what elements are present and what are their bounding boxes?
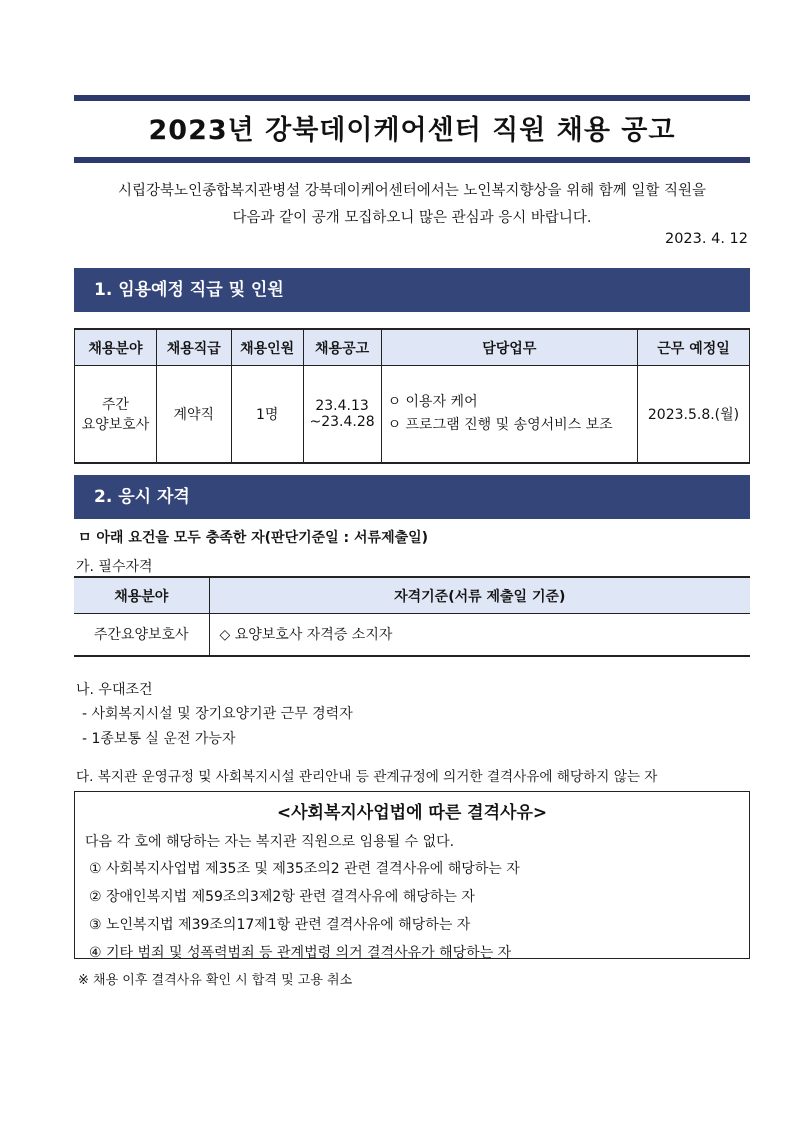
cell-field <box>75 366 157 463</box>
list-item: ① 사회복지사업법 제35조 및 제35조의2 관련 결격사유에 해당하는 자 <box>89 861 520 877</box>
list-item: ③ 노인복지법 제39조의17제1항 관련 결격사유에 해당하는 자 <box>89 917 471 933</box>
disqualification-box <box>74 791 750 959</box>
qual-cell-field: 주간요양보호사 <box>74 614 209 656</box>
header-notice: 채용공고 <box>303 329 381 366</box>
qualification-table-header <box>74 577 750 614</box>
header-grade: 채용직급 <box>156 329 231 366</box>
page-title: 2023년 강북데이케어센터 직원 채용 공고 <box>148 115 676 146</box>
position-table-header <box>75 329 750 366</box>
cell-count: 1명 <box>231 366 303 463</box>
header-duties: 담당업무 <box>381 329 637 366</box>
table-row <box>75 366 750 463</box>
table-row <box>74 614 750 656</box>
title-top-rule <box>74 95 750 101</box>
list-item: ② 장애인복지법 제59조의3제2항 관련 결격사유에 해당하는 자 <box>89 889 475 905</box>
required-label: 가. 필수자격 <box>76 559 153 575</box>
preferred-item-1: - 사회복지시설 및 장기요양기관 근무 경력자 <box>82 706 353 722</box>
duty-item-2: ㅇ 프로그램 진행 및 송영서비스 보조 <box>387 416 613 433</box>
preferred-label: 나. 우대조건 <box>76 682 153 698</box>
section-2-header: 2. 응시 자격 <box>74 475 750 519</box>
header-field: 채용분야 <box>75 329 157 366</box>
title-bottom-rule <box>74 157 750 163</box>
cell-notice <box>303 366 381 463</box>
position-table <box>74 328 750 464</box>
cell-grade: 계약직 <box>156 366 231 463</box>
qual-cell-criteria: ◇ 요양보호사 자격증 소지자 <box>209 614 750 656</box>
notice-line-2: ~23.4.28 <box>309 413 375 430</box>
preferred-item-2: - 1종보통 실 운전 가능자 <box>82 731 236 747</box>
field-line-1: 주간 <box>101 396 129 413</box>
cell-duties <box>381 366 637 463</box>
box-title: <사회복지사업법에 따른 결격사유> <box>276 803 548 823</box>
list-item: ④ 기타 범죄 및 성폭력범죄 등 관계법령 의거 결격사유가 해당하는 자 <box>89 945 512 961</box>
box-intro: 다음 각 호에 해당하는 자는 복지관 직원으로 임용될 수 없다. <box>85 834 455 850</box>
header-start-date: 근무 예정일 <box>638 329 750 366</box>
disqualification-list <box>75 855 749 967</box>
disqualification-label: 다. 복지관 운영규정 및 사회복지시설 관리안내 등 관계규정에 의거한 결격사유에 해당하지 않는 자 <box>76 769 658 785</box>
intro-line-1: 시립강북노인종합복지관병설 강북데이케어센터에서는 노인복지향상을 위해 함께 일할 직원을 <box>118 183 706 199</box>
cell-start-date: 2023.5.8.(월) <box>638 366 750 463</box>
posting-date: 2023. 4. 12 <box>664 231 748 247</box>
qualification-table <box>74 576 750 657</box>
notice-line-1: 23.4.13 <box>315 397 369 414</box>
duty-item-1: ㅇ 이용자 케어 <box>387 393 478 410</box>
intro-line-2: 다음과 같이 공개 모집하오니 많은 관심과 응시 바랍니다. <box>232 210 592 226</box>
criteria-note: ㅁ 아래 요건을 모두 충족한 자(판단기준일 : 서류제출일) <box>78 530 429 546</box>
footnote: ※ 채용 이후 결격사유 확인 시 합격 및 고용 취소 <box>78 973 353 988</box>
section-1-header: 1. 임용예정 직급 및 인원 <box>74 268 750 312</box>
qual-header-field: 채용분야 <box>74 577 209 614</box>
field-line-2: 요양보호사 <box>81 416 150 433</box>
header-count: 채용인원 <box>231 329 303 366</box>
intro-text <box>74 178 750 232</box>
qual-header-criteria: 자격기준(서류 제출일 기준) <box>209 577 750 614</box>
